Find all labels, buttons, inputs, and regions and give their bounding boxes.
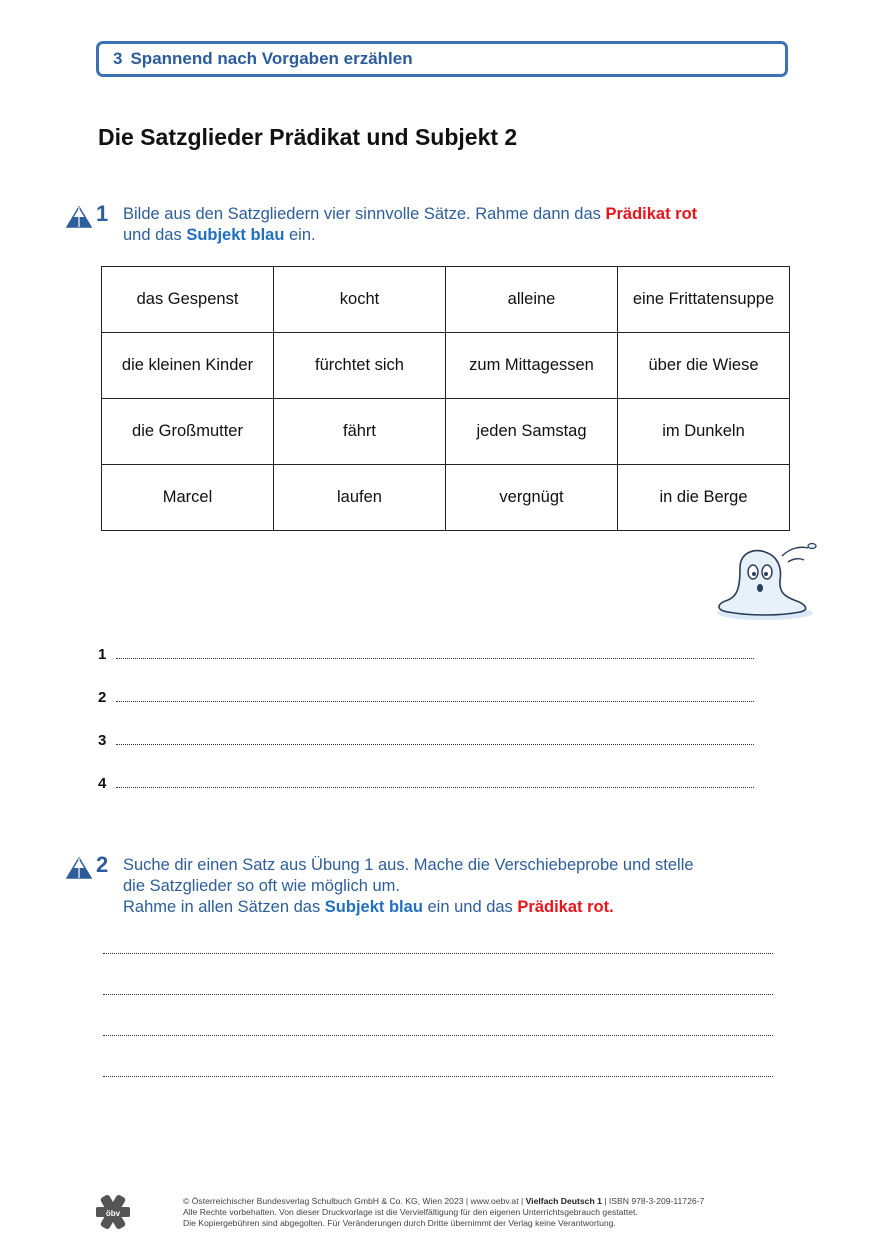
table-cell: fürchtet sich [274, 333, 446, 399]
book-title: Vielfach Deutsch 1 [525, 1196, 602, 1206]
writing-line[interactable] [103, 1025, 773, 1036]
writing-line[interactable] [103, 943, 773, 954]
table-row [102, 333, 790, 399]
table-row [102, 465, 790, 531]
table-row [102, 399, 790, 465]
difficulty-triangle-icon [66, 857, 92, 879]
footer-copyright [183, 1196, 704, 1229]
table-cell: in die Berge [618, 465, 790, 531]
difficulty-triangle-icon [66, 206, 92, 228]
table-cell: alleine [446, 267, 618, 333]
publisher-logo-icon [96, 1194, 130, 1230]
footer-text: Alle Rechte vorbehalten. Von dieser Druckvorlage ist die Vervielfältigung für den eigenen Unterrichtsgebrauch gestattet. [183, 1207, 638, 1217]
table-cell: die kleinen Kinder [102, 333, 274, 399]
task-instruction [123, 204, 803, 246]
chapter-number: 3 [113, 49, 123, 68]
word-table [101, 266, 790, 531]
predicate-label: Prädikat rot [605, 205, 698, 223]
subject-label: Subjekt blau [186, 226, 285, 244]
dotted-line [116, 732, 754, 745]
instruction-text: Bilde aus den Satzgliedern vier sinnvolle Sätze. Rahme dann das [123, 205, 606, 223]
table-cell: jeden Samstag [446, 399, 618, 465]
chapter-title: Spannend nach Vorgaben erzählen [130, 49, 413, 68]
dotted-line [116, 775, 754, 788]
chapter-header [96, 41, 788, 77]
instruction-text: die Satzglieder so oft wie möglich um. [123, 877, 400, 895]
ghost-illustration-icon [710, 540, 820, 625]
instruction-text: ein. [284, 226, 316, 244]
table-cell: laufen [274, 465, 446, 531]
subject-label: Subjekt blau [324, 898, 423, 916]
table-cell: das Gespenst [102, 267, 274, 333]
table-cell: über die Wiese [618, 333, 790, 399]
answer-line[interactable] [98, 775, 116, 792]
instruction-text: ein und das [422, 898, 518, 916]
dotted-line [116, 689, 754, 702]
table-cell: im Dunkeln [618, 399, 790, 465]
answer-line-number: 3 [98, 732, 107, 749]
answer-line-number: 2 [98, 689, 107, 706]
answer-line-number: 1 [98, 646, 107, 663]
task-number: 2 [96, 852, 109, 877]
instruction-text: und das [123, 226, 187, 244]
table-cell: zum Mittagessen [446, 333, 618, 399]
writing-line[interactable] [103, 1066, 773, 1077]
table-cell: fährt [274, 399, 446, 465]
footer-text: © Österreichischer Bundesverlag Schulbuch GmbH & Co. KG, Wien 2023 | www.oebv.at | [183, 1196, 526, 1206]
footer-text: | ISBN 978-3-209-11726-7 [601, 1196, 705, 1206]
logo-text: öbv [105, 1209, 121, 1218]
answer-line[interactable] [98, 689, 116, 706]
instruction-text: Suche dir einen Satz aus Übung 1 aus. Mache die Verschiebeprobe und stelle [123, 856, 694, 874]
table-cell: vergnügt [446, 465, 618, 531]
task-number: 1 [96, 201, 109, 226]
table-cell: Marcel [102, 465, 274, 531]
answer-line[interactable] [98, 732, 116, 749]
footer-text: Die Kopiergebühren sind abgegolten. Für Veränderungen durch Dritte übernimmt der Verlag keine Verantwortung. [183, 1218, 616, 1228]
table-row [102, 267, 790, 333]
table-cell: kocht [274, 267, 446, 333]
answer-line[interactable] [98, 646, 116, 663]
answer-line-number: 4 [98, 775, 107, 792]
table-cell: eine Frittatensuppe [618, 267, 790, 333]
instruction-text: Rahme in allen Sätzen das [123, 898, 325, 916]
dotted-line [116, 646, 754, 659]
task-instruction [123, 855, 803, 918]
page-title: Die Satzglieder Prädikat und Subjekt 2 [98, 124, 518, 150]
writing-line[interactable] [103, 984, 773, 995]
table-cell: die Großmutter [102, 399, 274, 465]
predicate-label: Prädikat rot. [517, 898, 614, 916]
